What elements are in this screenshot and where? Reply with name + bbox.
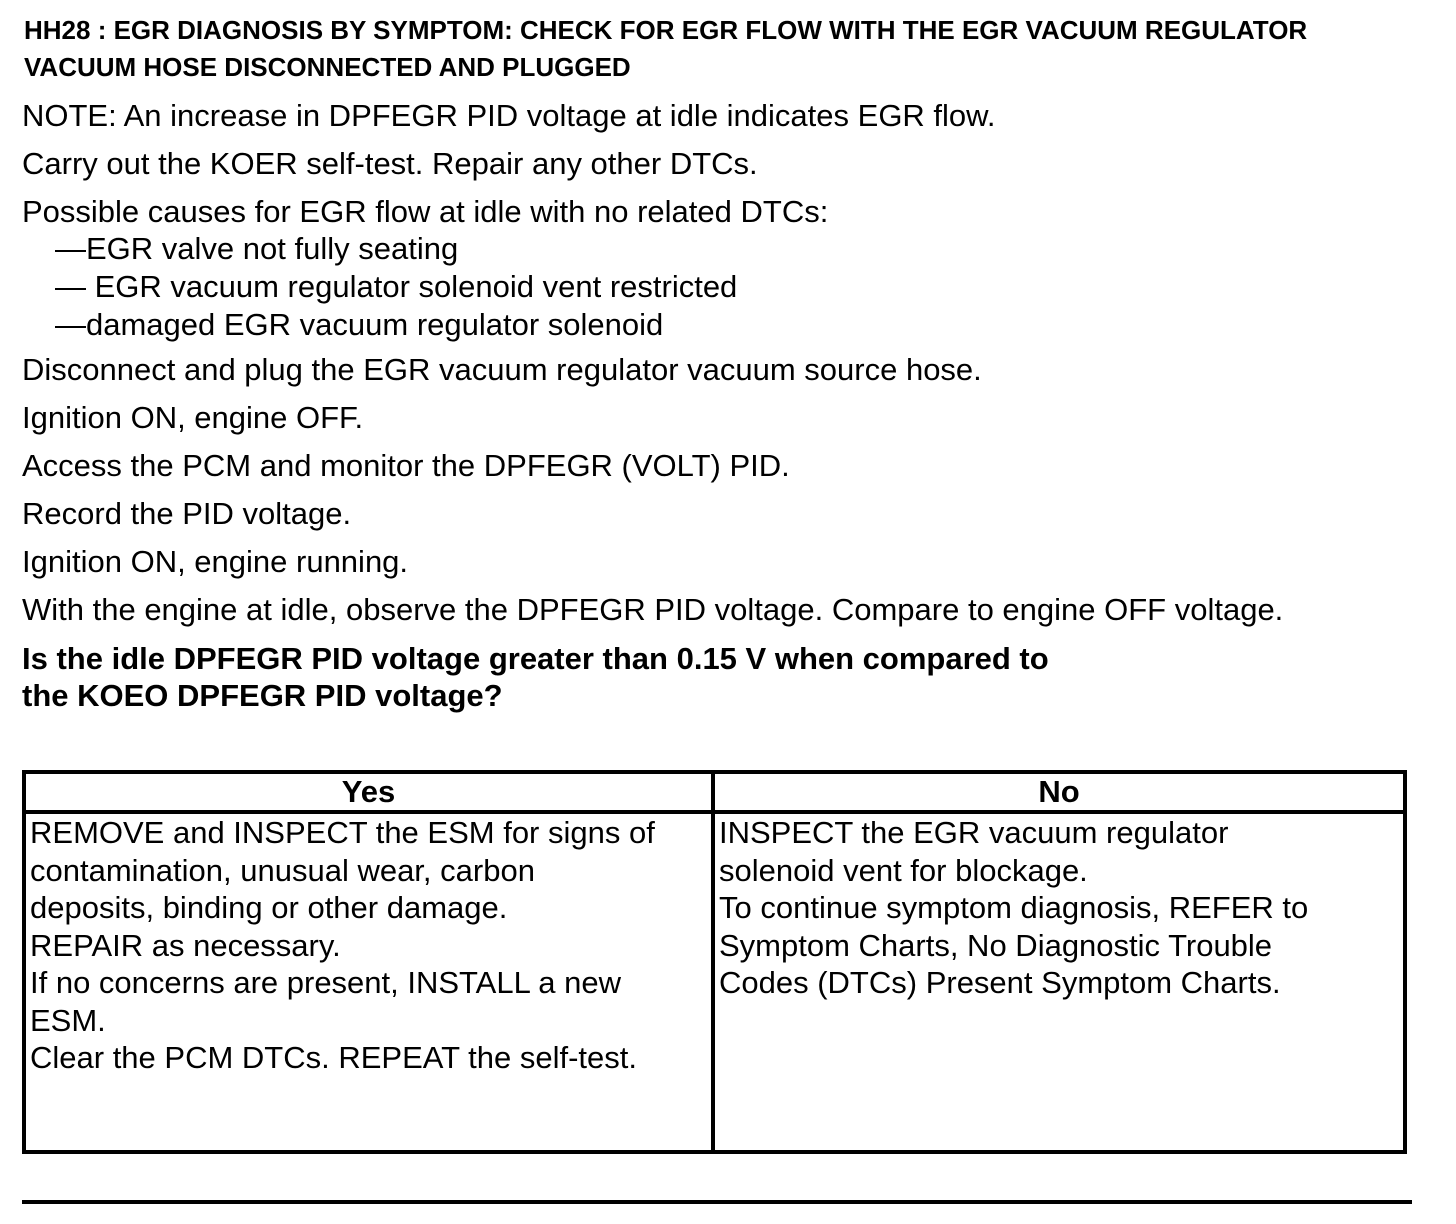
page-title	[24, 12, 1434, 86]
step-access-pcm: Access the PCM and monitor the DPFEGR (VOLT) PID.	[22, 448, 790, 483]
list-item: — EGR vacuum regulator solenoid vent restricted	[55, 269, 738, 304]
table-row	[24, 812, 1405, 1152]
decision-question	[22, 640, 1049, 714]
page-title-line: VACUUM HOSE DISCONNECTED AND PLUGGED	[24, 52, 631, 82]
yes-line: If no concerns are present, INSTALL a new	[30, 965, 622, 1000]
no-header: No	[713, 772, 1405, 812]
no-cell	[713, 812, 1405, 1152]
page-title-line: HH28 : EGR DIAGNOSIS BY SYMPTOM: CHECK FOR EGR FLOW WITH THE EGR VACUUM REGULATOR	[24, 15, 1308, 45]
step-record: Record the PID voltage.	[22, 496, 352, 531]
yes-line: REMOVE and INSPECT the ESM for signs of	[30, 815, 655, 850]
no-line: To continue symptom diagnosis, REFER to	[719, 890, 1309, 925]
step-disconnect: Disconnect and plug the EGR vacuum regulator vacuum source hose.	[22, 352, 982, 387]
step-koer: Carry out the KOER self-test. Repair any other DTCs.	[22, 146, 758, 181]
step-ignition-off: Ignition ON, engine OFF.	[22, 400, 364, 435]
no-line: Codes (DTCs) Present Symptom Charts.	[719, 965, 1281, 1000]
question-line: the KOEO DPFEGR PID voltage?	[22, 678, 503, 713]
no-line: solenoid vent for blockage.	[719, 852, 1088, 888]
bottom-divider	[22, 1200, 1412, 1204]
causes-intro: Possible causes for EGR flow at idle with no related DTCs:	[22, 194, 829, 229]
no-line: Symptom Charts, No Diagnostic Trouble	[719, 927, 1273, 963]
yes-cell	[24, 812, 713, 1152]
no-line: INSPECT the EGR vacuum regulator	[719, 815, 1229, 850]
yes-header: Yes	[24, 772, 713, 812]
list-item: —damaged EGR vacuum regulator solenoid	[55, 307, 664, 342]
yes-line: ESM.	[30, 1002, 106, 1038]
causes-list	[55, 230, 737, 344]
yes-line: deposits, binding or other damage.	[30, 890, 508, 925]
yes-line: contamination, unusual wear, carbon	[30, 852, 535, 888]
result-table	[22, 770, 1407, 1154]
step-ignition-running: Ignition ON, engine running.	[22, 544, 409, 579]
note-text: NOTE: An increase in DPFEGR PID voltage at idle indicates EGR flow.	[22, 98, 996, 133]
yes-line: REPAIR as necessary.	[30, 927, 341, 963]
question-line: Is the idle DPFEGR PID voltage greater than 0.15 V when compared to	[22, 641, 1049, 676]
table-header-row	[24, 772, 1405, 812]
yes-line: Clear the PCM DTCs. REPEAT the self-test.	[30, 1040, 637, 1075]
list-item: —EGR valve not fully seating	[55, 231, 459, 266]
step-observe: With the engine at idle, observe the DPFEGR PID voltage. Compare to engine OFF voltage.	[22, 592, 1284, 627]
